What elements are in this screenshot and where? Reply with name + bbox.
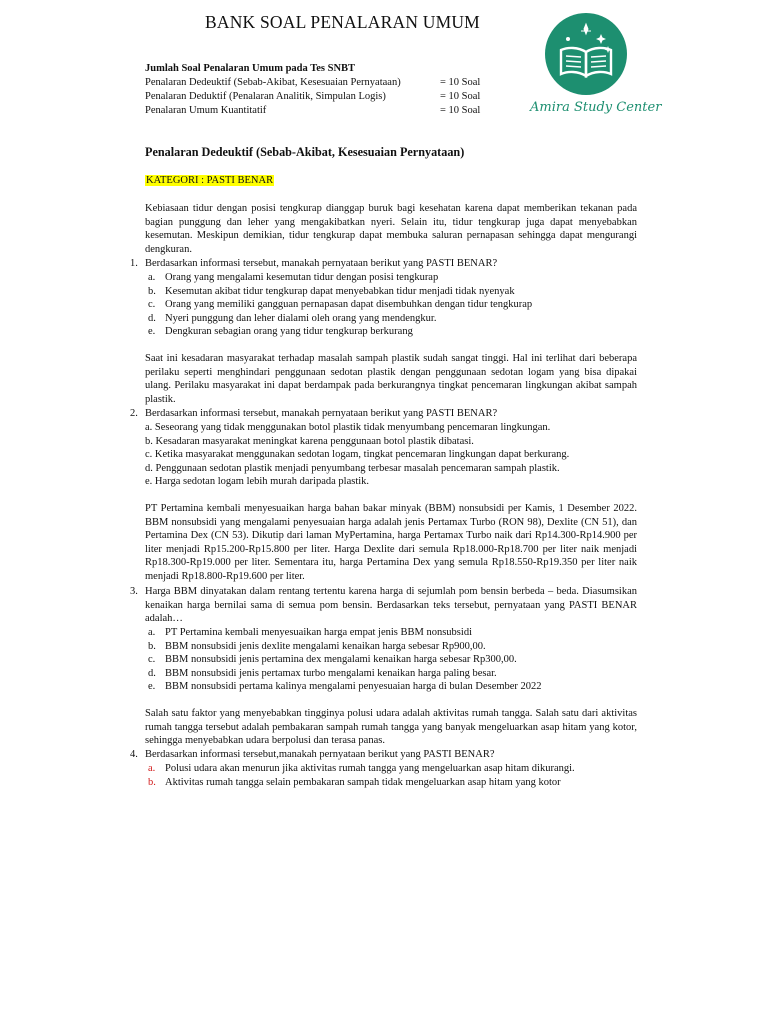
option-item: b. Aktivitas rumah tangga selain pembakaran sampah tidak mengeluarkan asap hitam yang kotor (148, 776, 561, 788)
option-item: b. Kesemutan akibat tidur tengkurap dapat menyebabkan tidur menjadi tidak nyenyak (148, 285, 515, 297)
option-item: e. BBM nonsubsidi pertama kalinya mengalami penyesuaian harga di bulan Desember 2022 (148, 681, 542, 693)
option-item: d. Penggunaan sedotan plastik menjadi penyumbang terbesar masalah pencemaran sampah plastik. (145, 462, 560, 474)
passage-3: PT Pertamina kembali menyesuaikan harga bahan bakar minyak (BBM) nonsubsidi per Kamis, 1 Desember 2022. BBM nonsubsidi yang mengalami penyesuaian harga adalah jenis Pertamax Turbo (RON 98), Dexlite (CN 51), dan Pertamina Dex (CN 53). Dikutip dari laman MyPertamina, harga Pertamax Turbo naik dari Rp14.300-Rp14.900 per liter menjadi Rp15.200-Rp15.800 per liter. Harga Dexlite dari semula Rp18.000-Rp18.700 per liter naik menjadi Rp18.300-Rp19.000 per liter. Sementara itu, harga Pertamina Dex yang semula Rp18.550-Rp19.350 per liter naik menjadi Rp18.800-Rp19.600 per liter. (145, 503, 637, 582)
option-item: a. PT Pertamina kembali menyesuaikan harga empat jenis BBM nonsubsidi (148, 627, 472, 638)
summary-row-label: Penalaran Dedeuktif (Sebab-Akibat, Kesesuaian Pernyataan) (145, 77, 401, 88)
question-text: Berdasarkan informasi tersebut,manakah pernyataan berikut yang PASTI BENAR? (145, 749, 495, 760)
option-item: e. Dengkuran sebagian orang yang tidur tengkurap berkurang (148, 326, 413, 338)
option-item: c. Orang yang memiliki gangguan pernapasan dapat disembuhkan dengan tidur tengkurap (148, 299, 533, 311)
question-number: 2. (130, 408, 138, 419)
amira-study-center-logo (530, 12, 662, 122)
options-list (145, 762, 637, 789)
option-item: a. Seseorang yang tidak menggunakan botol plastik tidak menyumbang pencemaran lingkungan. (145, 422, 551, 433)
question-count-summary (145, 62, 490, 118)
summary-row-value: = 10 Soal (440, 91, 481, 102)
options-list (145, 271, 637, 339)
options-list (145, 626, 637, 694)
passage-4: Salah satu faktor yang menyebabkan tingginya polusi udara adalah aktivitas rumah tangga. Salah satu dari aktivitas rumah tangga tersebut adalah pembakaran sampah rumah tangga yang banyak mengeluarkan asap hitam yang kotor, sehingga menyebabkan udara berpolusi dan terasa panas. (145, 708, 637, 747)
option-item: a. Orang yang mengalami kesemutan tidur dengan posisi tengkurap (148, 272, 439, 283)
document-title: BANK SOAL PENALARAN UMUM (205, 12, 480, 32)
summary-row (145, 104, 490, 118)
option-item: a. Polusi udara akan menurun jika aktivitas rumah tangga yang mengeluarkan asap hitam dikurangi. (148, 763, 575, 774)
question-text: Harga BBM dinyatakan dalam rentang tertentu karena harga di sejumlah pom bensin berbeda – beda. Diasumsikan kenaikan harga bernilai sama di semua pom bensin. Berdasarkan teks tersebut, pernyataan yang PASTI BENAR adalah… (145, 586, 637, 625)
passage-1: Kebiasaan tidur dengan posisi tengkurap dianggap buruk bagi kesehatan karena dapat memberikan tekanan pada bagian punggung dan leher yang mengakibatkan nyeri. Selain itu, tidur tengkurap juga dapat menyebabkan kesemutan. Meskipun demikian, tidur tengkurap dapat membuka saluran pernapasan sehingga dapat mengurangi dengkuran. (145, 203, 637, 255)
question-text: Berdasarkan informasi tersebut, manakah pernyataan berikut yang PASTI BENAR? (145, 258, 498, 269)
summary-row (145, 76, 490, 90)
option-item: b. Kesadaran masyarakat meningkat karena penggunaan botol plastik dibatasi. (145, 435, 474, 447)
question-text: Berdasarkan informasi tersebut, manakah pernyataan berikut yang PASTI BENAR? (145, 408, 498, 419)
summary-row (145, 90, 490, 104)
logo-text: Amira Study Center (530, 100, 662, 115)
question-number: 3. (130, 586, 138, 597)
option-item: d. BBM nonsubsidi jenis pertamax turbo mengalami kenaikan harga paling besar. (148, 667, 497, 679)
option-item: b. BBM nonsubsidi jenis dexlite mengalami kenaikan harga sebesar Rp900,00. (148, 640, 486, 652)
question-number: 4. (130, 749, 138, 760)
options-list (145, 421, 637, 489)
summary-heading: Jumlah Soal Penalaran Umum pada Tes SNBT (145, 63, 356, 74)
summary-row-label: Penalaran Umum Kuantitatif (145, 105, 267, 116)
section-title: Penalaran Dedeuktif (Sebab-Akibat, Kesesuaian Pernyataan) (145, 145, 465, 159)
category-label: KATEGORI : PASTI BENAR (146, 175, 274, 186)
option-item: c. Ketika masyarakat menggunakan sedotan logam, tingkat pencemaran lingkungan dapat berkurang. (145, 449, 570, 461)
summary-row-label: Penalaran Deduktif (Penalaran Analitik, Simpulan Logis) (145, 91, 386, 102)
summary-row-value: = 10 Soal (440, 105, 481, 116)
summary-row-value: = 10 Soal (440, 77, 481, 88)
option-item: e. Harga sedotan logam lebih murah daripada plastik. (145, 476, 370, 488)
option-item: c. BBM nonsubsidi jenis pertamina dex mengalami kenaikan harga sebesar Rp300,00. (148, 654, 517, 666)
question-number: 1. (130, 258, 138, 269)
option-item: d. Nyeri punggung dan leher dialami oleh orang yang mendengkur. (148, 312, 437, 324)
passage-2: Saat ini kesadaran masyarakat terhadap masalah sampah plastik sudah sangat tinggi. Hal ini terlihat dari beberapa perilaku seperti menghindari penggunaan sedotan plastik dengan penggunaan sedotan logam yang bisa dipakai ulang. Perilaku masyarakat ini dapat berdampak pada berkurangnya tingkat pencemaran lingkungan akibat sampah plastik. (145, 353, 637, 405)
open-book-icon (544, 12, 628, 96)
